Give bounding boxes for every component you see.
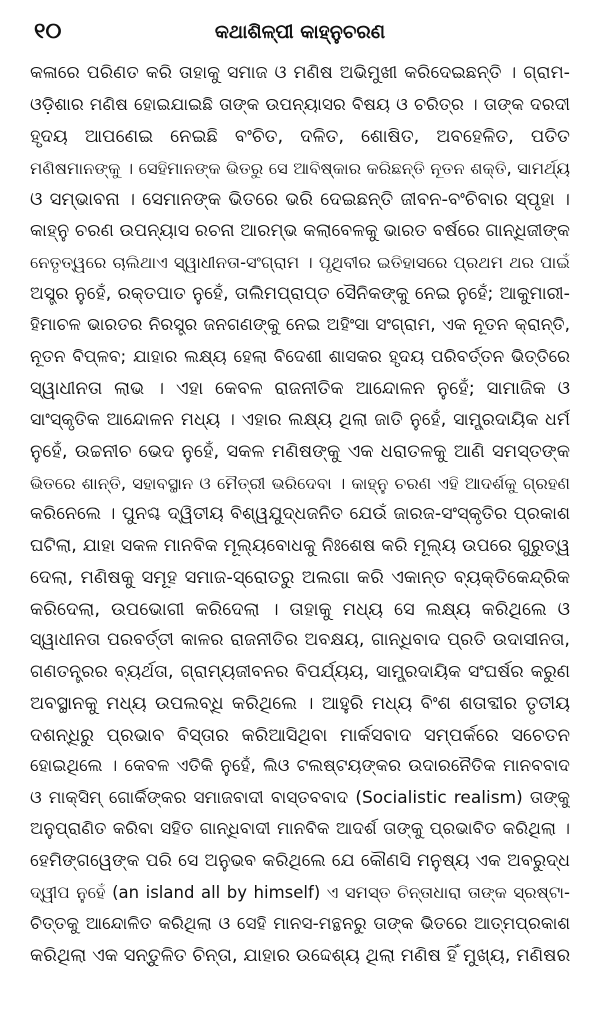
text-line: ନୂତନ ବିପ୍ଳବ; ଯାହାର ଲକ୍ଷ୍ୟ ହେଲା ବିଦେଶୀ ଶାସକର ହୃଦୟ ପରିବର୍ତ୍ତନ ଭିତ୍ତିରେ bbox=[30, 346, 570, 367]
text-line: ହୃଦୟ ଆପଣେଇ ନେଇଛି ବଂଚିତ, ଦଳିତ, ଶୋଷିତ, ଅବହେଳିତ, ପତିତ bbox=[30, 126, 570, 147]
text-line: ସାଂସ୍କୃତିକ ଆନ୍ଦୋଳନ ମଧ୍ୟ । ଏହାର ଲକ୍ଷ୍ୟ ଥିଲା ଜାତି ନୁହେଁ, ସାମ୍ପ୍ରଦାୟିକ ଧର୍ମ bbox=[30, 409, 570, 430]
text-line: ହେମିଙ୍ଗୱେଙ୍କ ପରି ସେ ଅନୁଭବ କରିଥିଲେ ଯେ କୌଣସି ମନୁଷ୍ୟ ଏକ ଅବରୁଦ୍ଧ bbox=[30, 850, 570, 871]
text-line: କରିନେଲେ । ପୁନଶ୍ଚ ଦ୍ୱିତୀୟ ବିଶ୍ୱଯୁଦ୍ଧଜନିତ ଯେଉଁ ଜାରଜ-ସଂସ୍କୃତିର ପ୍ରକାଶ bbox=[30, 504, 570, 524]
text-line: ଅବସ୍ଥାନକୁ ମଧ୍ୟ ଉପଲବ୍ଧି କରିଥିଲେ । ଆହୁରି ମଧ୍ୟ ବିଂଶ ଶତାବ୍ଦୀର ତୃତୀୟ bbox=[30, 693, 570, 714]
text-line: ଅସ୍ତ୍ର ନୁହେଁ, ରକ୍ତପାତ ନୁହେଁ, ତାଲିମପ୍ରାପ୍ତ ସୈନିକଙ୍କୁ ନେଇ ନୁହେଁ; ଆକୁମାରୀ- bbox=[30, 283, 570, 304]
text-line: କରିଦେଲା, ଉପଭୋଗୀ କରିଦେଲା । ତାହାକୁ ମଧ୍ୟ ସେ ଲକ୍ଷ୍ୟ କରିଥିଲେ ଓ bbox=[30, 598, 570, 620]
text-line: ଚିତ୍ତକୁ ଆନ୍ଦୋଳିତ କରିଥିଲା ଓ ସେହି ମାନସ-ମନ୍ଥନରୁ ତାଙ୍କ ଭିତରେ ଆତ୍ମପ୍ରକାଶ bbox=[30, 913, 570, 934]
text-line: ମଣିଷମାନଙ୍କୁ । ସେହିମାନଙ୍କ ଭିତରୁ ସେ ଆବିଷ୍କାର କରିଛନ୍ତି ନୂତନ ଶକ୍ତି, ସାମର୍ଥ୍ୟ bbox=[30, 158, 570, 178]
running-title: କଥାଶିଳ୍ପୀ କାହ୍ନୁଚରଣ bbox=[214, 21, 386, 43]
text-line: ନୁହେଁ, ଉଚ୍ଚନୀଚ ଭେଦ ନୁହେଁ, ସକଳ ମଣିଷଙ୍କୁ ଏକ ଧରାତଳକୁ ଆଣି ସମସ୍ତଙ୍କ bbox=[30, 441, 570, 462]
text-line: କରିଥିଲା ଏକ ସନ୍ତୁଳିତ ଚିନ୍ତା, ଯାହାର ଉଦ୍ଦେଶ୍ୟ ଥିଲା ମଣିଷ ହିଁ ମୁଖ୍ୟ, ମଣିଷର bbox=[30, 945, 570, 966]
page-number: ୧୦ bbox=[34, 19, 62, 44]
text-line: କଳାରେ ପରିଣତ କରି ତାହାକୁ ସମାଜ ଓ ମଣିଷ ଅଭିମୁଖୀ କରିଦେଇଛନ୍ତି । ଗ୍ରାମ- bbox=[30, 63, 570, 83]
text-line: ହିମାଚଳ ଭାରତର ନିରସ୍ତ୍ର ଜନଗଣଙ୍କୁ ନେଇ ଅହିଂସା ସଂଗ୍ରାମ, ଏକ ନୂତନ କ୍ରାନ୍ତି, bbox=[30, 315, 570, 335]
text-line: ଦ୍ୱୀପ ନୁହେଁ (an island all by himself) ଏ ସମସ୍ତ ଚିନ୍ତାଧାରା ତାଙ୍କ ସ୍ରଷ୍ଟା- bbox=[30, 883, 570, 902]
text-line: ନେତୃତ୍ୱରେ ଚାଲିଥାଏ ସ୍ୱାଧୀନତା-ସଂଗ୍ରାମ । ପୃଥିବୀର ଇତିହାସରେ ପ୍ରଥମ ଥର ପାଇଁ bbox=[30, 253, 570, 272]
text-line: କାହ୍ନୁ ଚରଣ ଉପନ୍ୟାସ ରଚନା ଆରମ୍ଭ କଲାବେଳକୁ ଭାରତ ବର୍ଷରେ ଗାନ୍ଧିଜୀଙ୍କ bbox=[30, 220, 570, 241]
text-line: ଭିତରେ ଶାନ୍ତି, ସହାବସ୍ଥାନ ଓ ମୈତ୍ରୀ ଭରିଦେବା । କାହ୍ନୁ ଚରଣ ଏହି ଆଦର୍ଶକୁ ଗ୍ରହଣ bbox=[30, 473, 570, 493]
text-line: ଅନୁପ୍ରାଣିତ କରିବା ସହିତ ଗାନ୍ଧିବାଦୀ ମାନବିକ ଆଦର୍ଶ ତାଙ୍କୁ ପ୍ରଭାବିତ କରିଥିଲା । bbox=[30, 819, 570, 839]
text-line: ଓ ସମ୍ଭାବନା । ସେମାନଙ୍କ ଭିତରେ ଭରି ଦେଇଛନ୍ତି ଜୀବନ-ବଂଚିବାର ସ୍ପୃହା । bbox=[30, 189, 570, 210]
text-line: ଗଣତନ୍ତ୍ରର ବ୍ୟର୍ଥତା, ଗ୍ରାମ୍ୟଜୀବନର ବିପର୍ଯ୍ୟୟ, ସାମ୍ପ୍ରଦାୟିକ ସଂଘର୍ଷର କରୁଣ bbox=[30, 661, 570, 682]
text-line: ଦେଲା, ମଣିଷକୁ ସମୂହ ସମାଜ-ସ୍ରୋତରୁ ଅଲଗା କରି ଏକାନ୍ତ ବ୍ୟକ୍ତିକେନ୍ଦ୍ରିକ bbox=[30, 567, 570, 588]
text-line: ହୋଇଥିଲେ । କେବଳ ଏତିକି ନୁହେଁ, ଲିଓ ଟଲଷ୍ଟୟଙ୍କର ଉଦାରନୈତିକ ମାନବବାଦ bbox=[30, 756, 570, 776]
text-line: ଓଡ଼ିଶାର ମଣିଷ ହୋଇଯାଇଛି ତାଙ୍କ ଉପନ୍ୟାସର ବିଷୟ ଓ ଚରିତ୍ର । ତାଙ୍କ ଦରଦୀ bbox=[30, 94, 570, 115]
text-line: ସ୍ୱାଧୀନତା ଲାଭ । ଏହା କେବଳ ରାଜନୀତିକ ଆନ୍ଦୋଳନ ନୁହେଁ; ସାମାଜିକ ଓ bbox=[30, 378, 570, 399]
text-line: ସ୍ୱାଧୀନତା ପରବର୍ତ୍ତୀ କାଳର ରାଜନୀତିର ଅବକ୍ଷୟ, ଗାନ୍ଧିବାଦ ପ୍ରତି ଉଦାସୀନତା, bbox=[30, 630, 570, 650]
text-line: ଓ ମାକ୍ସିମ୍ ଗୋର୍କିଙ୍କର ସମାଜବାଦୀ ବାସ୍ତବବାଦ (Socialistic realism) ତାଙ୍କୁ bbox=[30, 787, 570, 808]
text-line: ଘଟିଲା, ଯାହା ସକଳ ମାନବିକ ମୂଲ୍ୟବୋଧକୁ ନିଃଶେଷ କରି ମୂଲ୍ୟ ଉପରେ ଗୁରୁତ୍ୱ bbox=[30, 535, 570, 556]
text-line: ଦଶନ୍ଧିରୁ ପ୍ରଭାବ ବିସ୍ତାର କରିଆସିଥିବା ମାର୍କସବାଦ ସମ୍ପର୍କରେ ସଚେତନ bbox=[30, 724, 570, 746]
body-text bbox=[30, 58, 570, 972]
page-header bbox=[0, 14, 600, 50]
